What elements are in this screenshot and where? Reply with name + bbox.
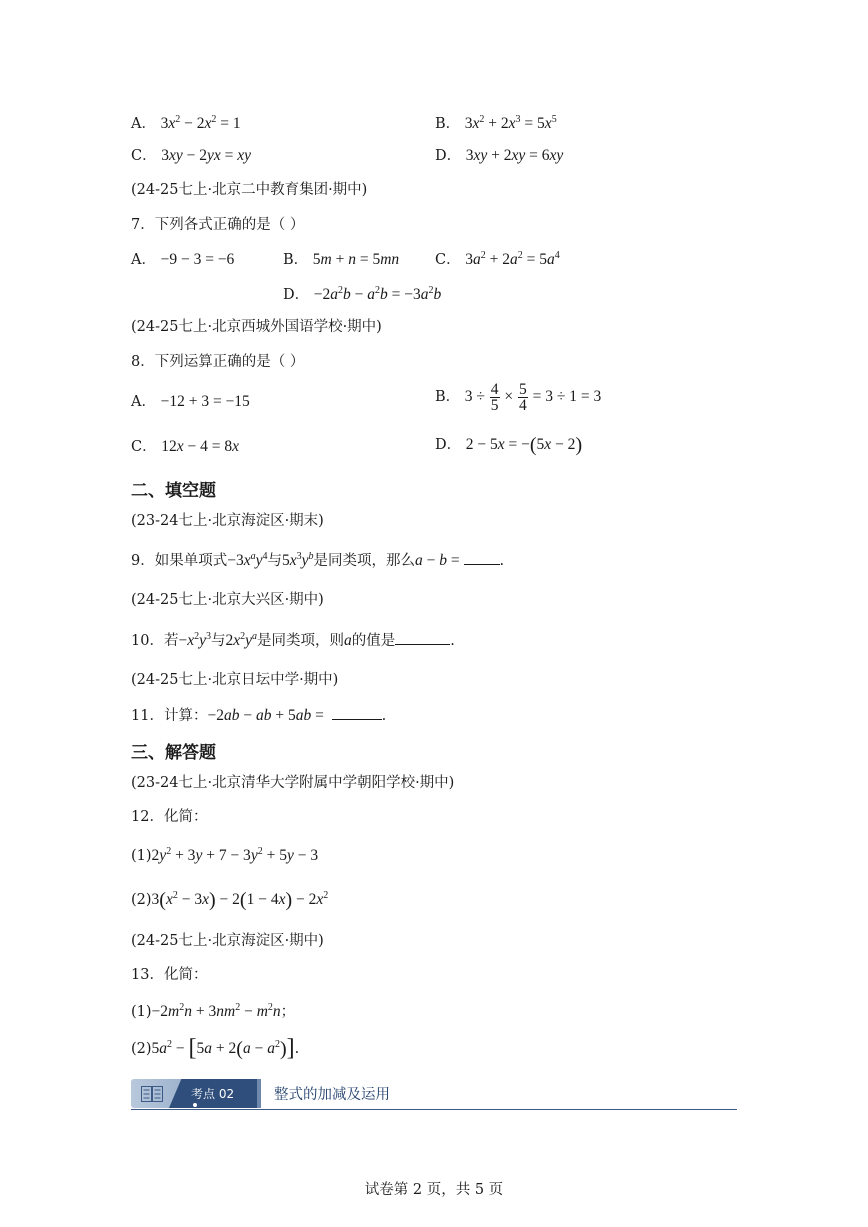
part-label: (2)	[131, 892, 152, 908]
q6-option-b	[435, 114, 557, 134]
q7-option-b	[283, 250, 399, 270]
q8-b-expr: 3 ÷ $\frac{4}{5}$ × $\frac{5}{4}$ = 3 ÷ 1 = 3	[464, 381, 602, 414]
q9-expr: a − b =	[415, 552, 464, 569]
q9-mono1: $-3x^ay^4$	[227, 551, 268, 569]
option-label: A．	[131, 252, 156, 268]
q9-text: 与	[267, 553, 283, 569]
q11-text: 11．计算：	[131, 708, 208, 724]
option-label: A．	[131, 394, 156, 410]
source-q13: (24-25七上·北京海淀区·期中)	[131, 933, 324, 949]
q7-b-expr: 5m + n = 5mn	[312, 251, 400, 268]
topic-banner	[131, 1077, 737, 1113]
section-heading-fill-in: 二、填空题	[131, 481, 216, 501]
q8-option-c	[131, 437, 239, 457]
q12-1-expr: $2y^2 + 3y + 7 - 3y^2 + 5y - 3$	[151, 846, 319, 864]
option-label: D．	[283, 287, 310, 303]
option-label: B．	[283, 252, 309, 268]
book-icon	[141, 1086, 163, 1102]
source-q7: (24-25七上·北京二中教育集团·期中)	[131, 182, 368, 198]
q13-text: ；	[280, 1004, 296, 1020]
q6-c-expr: 3xy − 2yx = xy	[161, 147, 252, 164]
q7-c-expr: $3a^2 + 2a^2 = 5a^4$	[465, 250, 560, 268]
q9-text: 是同类项，那么	[313, 553, 416, 569]
option-label: D．	[435, 437, 462, 453]
banner-dot	[193, 1103, 197, 1107]
q9-text: .	[499, 553, 505, 569]
q10	[131, 630, 455, 651]
option-label: A．	[131, 116, 156, 132]
option-label: C．	[435, 252, 461, 268]
q7-option-c	[435, 250, 560, 270]
q8-option-a	[131, 392, 250, 412]
source-q11: (24-25七上·北京日坛中学·期中)	[131, 672, 339, 688]
option-label: D．	[435, 148, 462, 164]
q6-b-expr: $3x^2 + 2x^3 = 5x^5$	[464, 114, 557, 132]
source-q8: (24-25七上·北京西城外国语学校·期中)	[131, 319, 382, 335]
q13-stem: 13．化简：	[131, 967, 208, 983]
q8-option-d	[435, 435, 582, 455]
q13-part2	[131, 1035, 300, 1061]
q10-text: 10．若	[131, 633, 179, 649]
q6-a-expr: $3x^2 - 2x^2 = 1$	[160, 114, 241, 132]
q8-stem: 8．下列运算正确的是（ ）	[131, 354, 305, 370]
q13-1-expr: $-2m^2n + 3nm^2 - m^2n$	[151, 1002, 281, 1020]
q7-stem: 7．下列各式正确的是（ ）	[131, 217, 305, 233]
q11-text: .	[381, 708, 387, 724]
part-label: (1)	[131, 848, 152, 864]
part-label: (1)	[131, 1004, 152, 1020]
q7-option-d	[283, 285, 441, 305]
page-footer: 试卷第 2 页，共 5 页	[364, 1182, 504, 1198]
q7-option-a	[131, 250, 234, 270]
answer-blank[interactable]	[464, 550, 500, 565]
option-label: B．	[435, 389, 461, 406]
option-label: C．	[131, 148, 157, 164]
answer-blank[interactable]	[395, 630, 450, 645]
q6-option-c	[131, 146, 251, 166]
q6-option-a	[131, 114, 241, 134]
q12-stem: 12．化简：	[131, 809, 208, 825]
q12-part2	[131, 890, 328, 910]
q10-text: .	[450, 633, 455, 649]
banner-tag-label: 考点 02	[191, 1087, 235, 1101]
q7-d-expr: $-2a^2b - a^2b = -3a^2b$	[313, 285, 442, 303]
q10-mono2: $2x^2y^a$	[225, 631, 258, 649]
banner-rule	[131, 1109, 737, 1110]
q10-mono1: $-x^2y^3$	[178, 631, 211, 649]
q8-d-expr: 2 − 5x = −(5x − 2)	[465, 434, 583, 456]
q13-text: .	[294, 1041, 300, 1057]
option-label: B．	[435, 116, 461, 132]
q8-a-expr: −12 + 3 = −15	[160, 393, 250, 410]
q10-var: a	[344, 632, 352, 649]
q11-expr: −2ab − ab + 5ab =	[207, 707, 332, 724]
q13-part1	[131, 1002, 295, 1022]
q8-c-expr: 12x − 4 = 8x	[161, 438, 239, 455]
q12-part1	[131, 846, 318, 866]
section-heading-solve: 三、解答题	[131, 743, 216, 763]
answer-blank[interactable]	[332, 705, 382, 720]
q13-2-expr: $5a^2 - [5a + 2(a - a^2)]$	[151, 1035, 295, 1061]
q9	[131, 550, 504, 571]
q12-2-expr: $3(x^2 - 3x) - 2(1 - 4x) - 2x^2$	[151, 889, 329, 911]
q6-option-d	[435, 146, 563, 166]
source-q9: (23-24七上·北京海淀区·期末)	[131, 513, 324, 529]
banner-title: 整式的加减及运用	[274, 1087, 390, 1103]
q6-d-expr: 3xy + 2xy = 6xy	[465, 147, 564, 164]
q10-text: 与	[210, 633, 226, 649]
source-q10: (24-25七上·北京大兴区·期中)	[131, 592, 324, 608]
q10-text: 是同类项，则	[257, 633, 345, 649]
q10-text: 的值是	[351, 633, 396, 649]
part-label: (2)	[131, 1041, 152, 1057]
source-q12: (23-24七上·北京清华大学附属中学朝阳学校·期中)	[131, 775, 455, 791]
option-label: C．	[131, 439, 157, 455]
q8-option-b	[435, 382, 601, 413]
q9-mono2: $5x^3y^b$	[282, 551, 314, 569]
q11	[131, 705, 386, 726]
q7-a-expr: −9 − 3 = −6	[160, 251, 235, 268]
q9-text: 9．如果单项式	[131, 553, 228, 569]
